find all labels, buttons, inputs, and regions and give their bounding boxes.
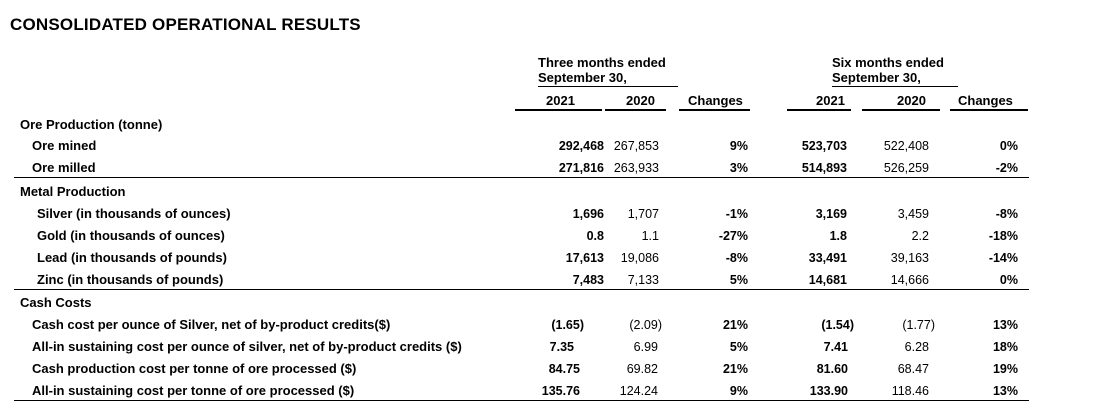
group-header-six-months	[832, 55, 944, 85]
cell: -1%	[725, 207, 748, 221]
cell: -14%	[988, 251, 1018, 265]
table-row	[0, 361, 1094, 383]
table-row	[0, 317, 1094, 339]
column-header: Changes	[688, 93, 743, 108]
column-header-underline	[679, 109, 750, 111]
group-underline	[832, 86, 958, 87]
cell: 263,933	[613, 161, 659, 175]
cell: 21%	[722, 362, 748, 376]
table-row	[0, 339, 1094, 361]
cell: 7,483	[572, 273, 604, 287]
cell: 271,816	[558, 161, 604, 175]
cell: 135.76	[541, 384, 580, 398]
cell: 5%	[729, 340, 748, 354]
table-row	[0, 138, 1094, 160]
cell: (2.09)	[629, 318, 662, 332]
cell: 523,703	[801, 139, 847, 153]
row-label: Cash production cost per tonne of ore processed ($)	[32, 361, 357, 376]
section-heading: Metal Production	[20, 184, 126, 199]
cell: 526,259	[883, 161, 929, 175]
cell: 81.60	[816, 362, 848, 376]
cell: 39,163	[890, 251, 929, 265]
table-row	[0, 206, 1094, 228]
cell: 69.82	[626, 362, 658, 376]
cell: 19%	[992, 362, 1018, 376]
cell: 0.8	[586, 229, 604, 243]
cell: 1,707	[627, 207, 659, 221]
column-header-underline	[515, 109, 602, 111]
cell: 0%	[999, 273, 1018, 287]
cell: 6.99	[633, 340, 658, 354]
cell: -18%	[988, 229, 1018, 243]
row-label: All-in sustaining cost per ounce of silver, net of by-product credits ($)	[32, 339, 462, 354]
cell: -2%	[995, 161, 1018, 175]
cell: 13%	[992, 318, 1018, 332]
row-label: Ore mined	[32, 138, 97, 153]
cell: 1.8	[829, 229, 847, 243]
column-header-underline	[950, 109, 1028, 111]
group-header-line: September 30,	[538, 70, 627, 85]
cell: 133.90	[809, 384, 848, 398]
column-header: 2021	[816, 93, 845, 108]
cell: 118.46	[891, 384, 929, 398]
column-header: 2020	[897, 93, 926, 108]
cell: (1.54)	[821, 318, 854, 332]
column-header: 2021	[546, 93, 575, 108]
cell: 1.1	[641, 229, 659, 243]
cell: (1.77)	[902, 318, 935, 332]
cell: 68.47	[897, 362, 929, 376]
cell: 522,408	[883, 139, 929, 153]
cell: 3,459	[897, 207, 929, 221]
row-label: Silver (in thousands of ounces)	[37, 206, 231, 221]
cell: 14,681	[808, 273, 847, 287]
cell: 3%	[729, 161, 748, 175]
group-underline	[538, 86, 678, 87]
row-label: Zinc (in thousands of pounds)	[37, 272, 224, 287]
cell: 514,893	[801, 161, 847, 175]
section-heading: Cash Costs	[20, 295, 92, 310]
table-bottom-border	[14, 400, 1029, 401]
column-header-underline	[787, 109, 851, 111]
column-header-underline	[862, 109, 940, 111]
cell: 292,468	[558, 139, 604, 153]
column-header-underline	[605, 109, 666, 111]
table-row	[0, 250, 1094, 272]
cell: 13%	[992, 384, 1018, 398]
cell: 17,613	[565, 251, 604, 265]
cell: 14,666	[890, 273, 929, 287]
cell: 9%	[729, 139, 748, 153]
row-label: All-in sustaining cost per tonne of ore processed ($)	[32, 383, 355, 398]
cell: 1,696	[572, 207, 604, 221]
cell: 5%	[729, 273, 748, 287]
cell: 21%	[722, 318, 748, 332]
table-row	[0, 272, 1094, 294]
report-title: CONSOLIDATED OPERATIONAL RESULTS	[10, 15, 361, 34]
cell: 2.2	[911, 229, 929, 243]
row-divider	[14, 289, 1029, 290]
section-heading: Ore Production (tonne)	[20, 117, 163, 132]
cell: (1.65)	[551, 318, 584, 332]
cell: -8%	[725, 251, 748, 265]
row-label: Ore milled	[32, 160, 96, 175]
row-divider	[14, 177, 1029, 178]
group-header-line: Six months ended	[832, 55, 944, 70]
cell: 6.28	[904, 340, 929, 354]
cell: 7,133	[627, 273, 659, 287]
cell: 19,086	[620, 251, 659, 265]
cell: 124.24	[619, 384, 658, 398]
table-row	[0, 228, 1094, 250]
cell: 7.35	[549, 340, 574, 354]
column-header: 2020	[626, 93, 655, 108]
cell: 3,169	[815, 207, 847, 221]
row-label: Lead (in thousands of pounds)	[37, 250, 227, 265]
column-header: Changes	[958, 93, 1013, 108]
cell: 9%	[729, 384, 748, 398]
cell: -27%	[718, 229, 748, 243]
row-label: Cash cost per ounce of Silver, net of by-product credits($)	[32, 317, 391, 332]
cell: 33,491	[808, 251, 847, 265]
cell: 267,853	[613, 139, 659, 153]
group-header-line: Three months ended	[538, 55, 666, 70]
group-header-three-months	[538, 55, 666, 85]
cell: 0%	[999, 139, 1018, 153]
cell: 7.41	[823, 340, 848, 354]
cell: -8%	[995, 207, 1018, 221]
group-header-line: September 30,	[832, 70, 921, 85]
table-row	[0, 160, 1094, 182]
cell: 84.75	[548, 362, 580, 376]
row-label: Gold (in thousands of ounces)	[37, 228, 225, 243]
table-row	[0, 383, 1094, 405]
cell: 18%	[992, 340, 1018, 354]
